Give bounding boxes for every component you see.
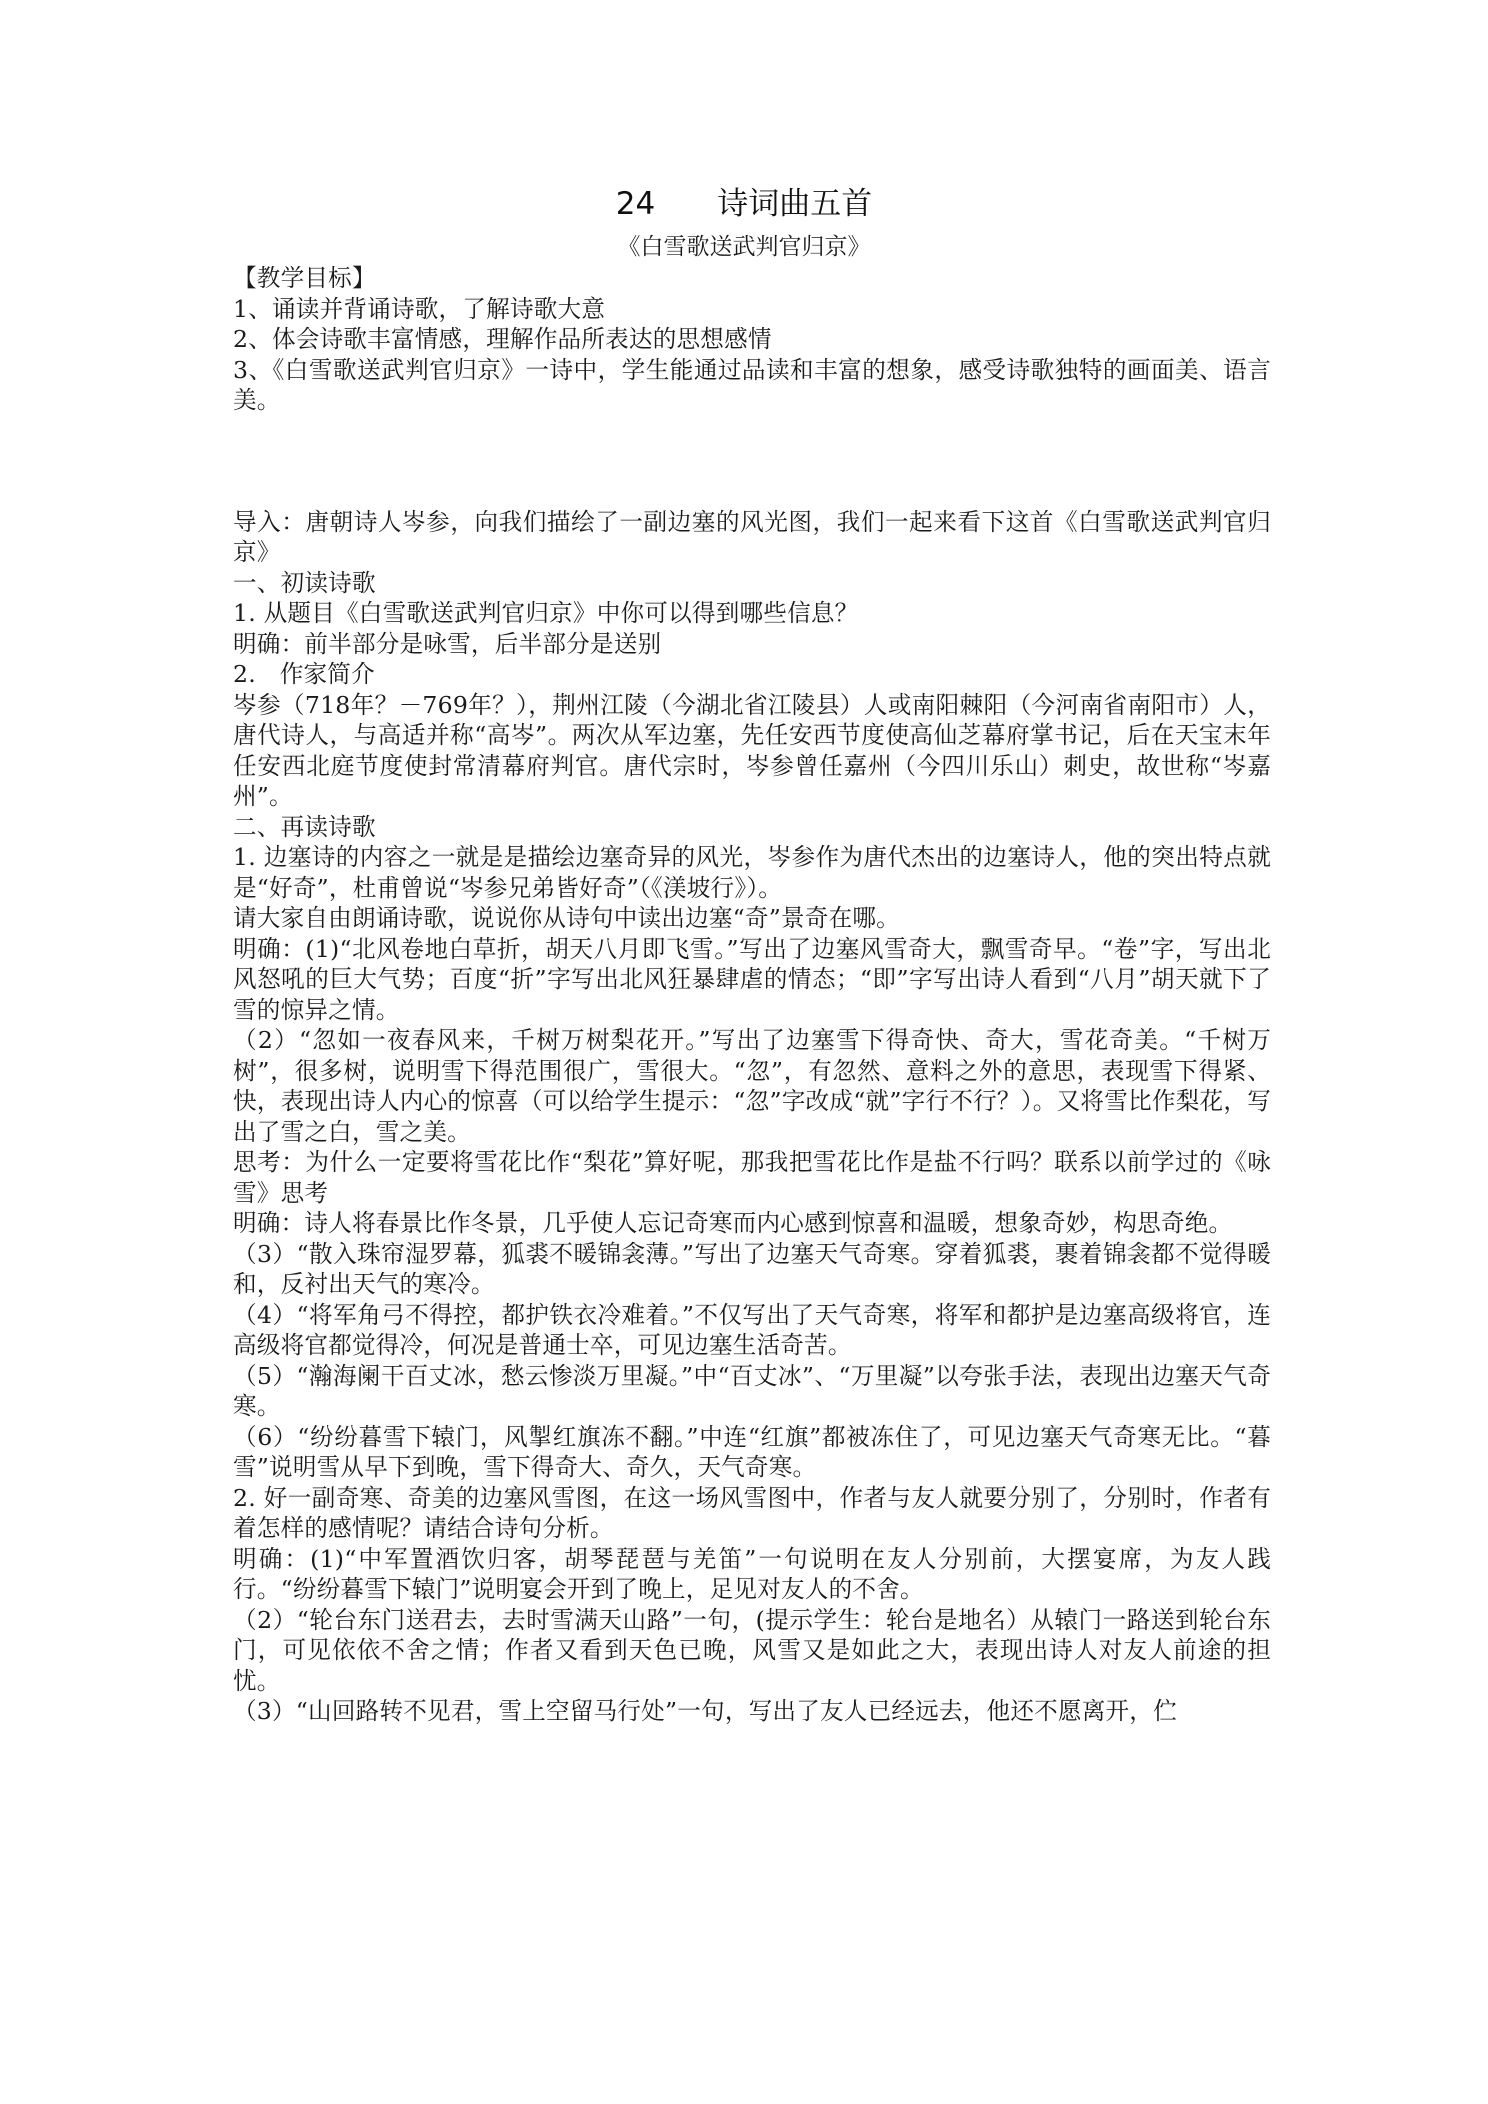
body-paragraph: 明确：(1)“中军置酒饮归客，胡琴琵琶与羌笛”一句说明在友人分别前，大摆宴席，为友人践行。“纷纷暮雪下辕门”说明宴会开到了晚上，足见对友人的不舍。 [233, 1544, 1271, 1603]
page-subtitle: 《白雪歌送武判官归京》 [617, 234, 871, 260]
body-paragraph: 1. 边塞诗的内容之一就是是描绘边塞奇异的风光，岑参作为唐代杰出的边塞诗人，他的突出特点就是“好奇”，杜甫曾说“岑参兄弟皆好奇”（《渼坡行》）。 [233, 843, 1271, 902]
body-paragraph: （5）“瀚海阑干百丈冰，愁云惨淡万里凝。”中“百丈冰”、“万里凝”以夸张手法，表现出边塞天气奇寒。 [233, 1361, 1271, 1420]
body-paragraph: （4）“将军角弓不得控，都护铁衣冷难着。”不仅写出了天气奇寒，将军和都护是边塞高级将官，连高级将官都觉得冷，何况是普通士卒，可见边塞生活奇苦。 [233, 1300, 1271, 1359]
body-paragraph: 2. 好一副奇寒、奇美的边塞风雪图，在这一场风雪图中，作者与友人就要分别了，分别时，作者有着怎样的感情呢？请结合诗句分析。 [233, 1483, 1271, 1542]
section-heading: 一、初读诗歌 [233, 568, 376, 597]
objective-item: 3、《白雪歌送武判官归京》一诗中，学生能通过品读和丰富的想象，感受诗歌独特的画面美、语言美。 [233, 355, 1271, 414]
intro-paragraph: 导入：唐朝诗人岑参，向我们描绘了一副边塞的风光图，我们一起来看下这首《白雪歌送武判官归京》 [233, 507, 1271, 566]
blank-space [233, 416, 1271, 507]
body-paragraph: 思考：为什么一定要将雪花比作“梨花”算好呢，那我把雪花比作是盐不行吗？联系以前学过的《咏雪》思考 [233, 1148, 1271, 1207]
body-paragraph: （2）“忽如一夜春风来，千树万树梨花开。”写出了边塞雪下得奇快、奇大，雪花奇美。“千树万树”，很多树，说明雪下得范围很广，雪很大。“忽”，有忽然、意料之外的意思，表现雪下得紧、快，表现出诗人内心的惊喜（可以给学生提示：“忽”字改成“就”字行不行？）。又将雪比作梨花，写出了雪之白，雪之美。 [233, 1026, 1271, 1146]
body-paragraph: 明确：诗人将春景比作冬景，几乎使人忘记奇寒而内心感到惊喜和温暖，想象奇妙，构思奇绝。 [233, 1209, 1233, 1237]
body-paragraph: 请大家自由朗诵诗歌，说说你从诗句中读出边塞“奇”景奇在哪。 [233, 904, 900, 932]
document-body [233, 263, 1271, 1727]
objectives-heading: 【教学目标】 [233, 264, 376, 292]
body-paragraph: （6）“纷纷暮雪下辕门，风掣红旗冻不翻。”中连“红旗”都被冻住了，可见边塞天气奇寒无比。“暮雪”说明雪从早下到晚，雪下得奇大、奇久，天气奇寒。 [233, 1422, 1271, 1481]
section-heading: 二、再读诗歌 [233, 812, 376, 841]
body-paragraph: （3）“散入珠帘湿罗幕，狐裘不暖锦衾薄。”写出了边塞天气奇寒。穿着狐裘，裹着锦衾都不觉得暖和，反衬出天气的寒冷。 [233, 1239, 1271, 1298]
author-bio-paragraph: 岑参（718年？－769年？），荆州江陵（今湖北省江陵县）人或南阳棘阳（今河南省南阳市）人，唐代诗人，与高适并称“高岑”。两次从军边塞，先任安西节度使高仙芝幕府掌书记，后在天宝末年任安西北庭节度使封常清幕府判官。唐代宗时，岑参曾任嘉州（今四川乐山）刺史，故世称“岑嘉州”。 [233, 690, 1271, 810]
page-title: 24 诗词曲五首 [615, 186, 873, 222]
subheading-paragraph: 2. 作家简介 [233, 660, 375, 688]
objective-item: 1、诵读并背诵诗歌，了解诗歌大意 [233, 294, 606, 323]
body-paragraph: 明确：(1)“北风卷地白草折，胡天八月即飞雪。”写出了边塞风雪奇大，飘雪奇早。“卷”字，写出北风怒吼的巨大气势；百度“折”字写出北风狂暴肆虐的情态；“即”字写出诗人看到“八月”胡天就下了雪的惊异之情。 [233, 934, 1271, 1024]
question-paragraph: 1. 从题目《白雪歌送武判官归京》中你可以得到哪些信息？ [233, 599, 859, 627]
answer-paragraph: 明确：前半部分是咏雪，后半部分是送别 [233, 629, 662, 658]
body-paragraph: （2）“轮台东门送君去，去时雪满天山路”一句，(提示学生：轮台是地名）从辕门一路送到轮台东门，可见依依不舍之情；作者又看到天色已晚，风雪又是如此之大，表现出诗人对友人前途的担忧。 [233, 1605, 1271, 1695]
objective-item: 2、体会诗歌丰富情感，理解作品所表达的思想感情 [233, 325, 772, 353]
body-paragraph: （3）“山回路转不见君，雪上空留马行处”一句，写出了友人已经远去，他还不愿离开，伫 [233, 1697, 1177, 1725]
